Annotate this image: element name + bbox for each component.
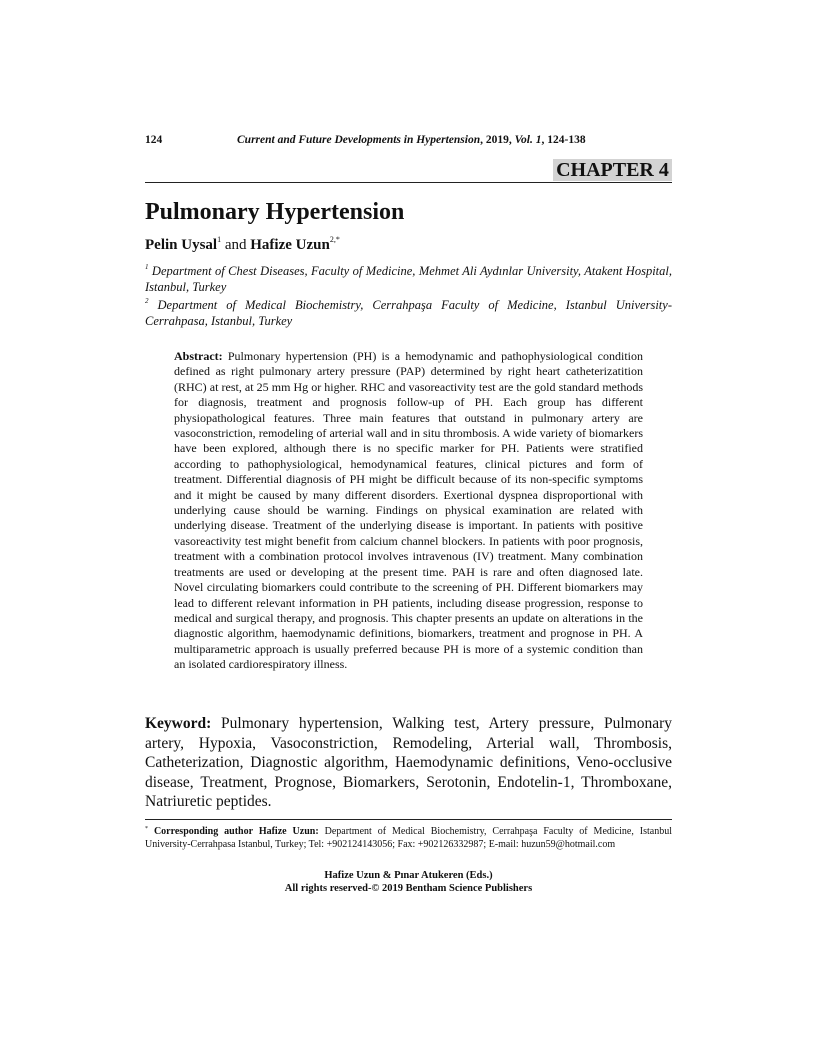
abstract bbox=[174, 349, 643, 673]
journal-pages: , 124-138 bbox=[541, 134, 586, 146]
footnote-text: Department of Medical Biochemistry, Cerrahpaşa Faculty of Medicine, Istanbul University-Cerrahpasa Istanbul, Turkey; Tel: +902124143056; Fax: +902126332987; E-mail: huzun59@hotmail.com bbox=[145, 826, 672, 850]
affiliation-1-text: Department of Chest Diseases, Faculty of Medicine, Mehmet Ali Aydınlar University, Atakent Hospital, Istanbul, Turkey bbox=[145, 264, 672, 294]
abstract-label: Abstract: bbox=[174, 349, 223, 363]
author-1-name: Pelin Uysal bbox=[145, 237, 218, 253]
copyright-line: All rights reserved-© 2019 Bentham Science Publishers bbox=[284, 883, 533, 894]
journal-year: , 2019, bbox=[480, 134, 515, 146]
corresponding-author-footnote bbox=[145, 823, 672, 852]
affiliation-2-mark: 2 bbox=[145, 297, 149, 305]
footnote-rule bbox=[145, 819, 672, 820]
affiliation-1 bbox=[145, 260, 672, 295]
keywords-label: Keyword: bbox=[145, 715, 212, 732]
editors-line: Hafize Uzun & Pınar Atukeren (Eds.) bbox=[324, 870, 493, 881]
journal-volume: Vol. 1 bbox=[514, 134, 542, 146]
header-rule bbox=[145, 182, 672, 183]
journal-title: Current and Future Developments in Hypertension bbox=[237, 134, 481, 146]
keywords-text: Pulmonary hypertension, Walking test, Artery pressure, Pulmonary artery, Hypoxia, Vasoconstriction, Remodeling, Arterial wall, Thrombosis, Catheterization, Diagnostic algorithm, Haemodynamic definitions, Veno-occlusive disease, Treatment, Prognose, Biomarkers, Serotonin, Endotelin-1, Thromboxane, Natriuretic peptides. bbox=[145, 715, 672, 810]
footnote-label: Corresponding author Hafize Uzun: bbox=[148, 826, 319, 837]
author-1-affiliation-mark: 1 bbox=[217, 235, 222, 244]
journal-citation bbox=[237, 134, 586, 146]
authors-conjunction: and bbox=[221, 237, 251, 253]
author-2-affiliation-mark: 2,* bbox=[329, 235, 340, 244]
chapter-label: CHAPTER 4 bbox=[553, 159, 672, 181]
affiliation-2 bbox=[145, 294, 672, 329]
keywords bbox=[145, 714, 672, 812]
authors bbox=[145, 235, 340, 254]
affiliation-1-mark: 1 bbox=[145, 263, 149, 271]
footnote-mark: * bbox=[145, 826, 148, 832]
affiliation-2-text: Department of Medical Biochemistry, Cerrahpaşa Faculty of Medicine, Istanbul University-Cerrahpasa, Istanbul, Turkey bbox=[145, 298, 672, 328]
abstract-text: Pulmonary hypertension (PH) is a hemodynamic and pathophysiological condition defined as right pulmonary artery pressure (PAP) determined by right heart catheterizatition (RHC) at rest, at 25 mm Hg or higher. RHC and vasoreactivity test are the gold standard methods for diagnosis, treatment and prognosis follow-up of PH. Each group has different physiopathological features. Three main features that outstand in pulmonary artery are vasoconstriction, remodeling of arterial wall and in situ thrombosis. A wide variety of biomarkers have been explored, although there is no specific marker for PH. Patients were stratified according to pathophysiological, hemodynamical features, clinical pictures and form of treatment. Differential diagnosis of PH might be difficult because of its non-specific symptoms and it might be caused by many different disorders. Exertional dyspnea disproportional with underlying cause should be warning. Findings on physical examination are related with underlying disease. Treatment of the underlying disease is important. In patients with positive vasoreactivity test might benefit from calcium channel blockers. In patients with poor prognosis, treatment with a combination protocol involves intravenous (IV) treatment. Many combination treatments are used or developing at the present time. PAH is rare and often diagnosed late. Novel circulating biomarkers could contribute to the screening of PH. Different biomarkers may lead to different relevant information in PH patients, including disease progression, response to medical and surgical therapy, and prognosis. This chapter presents an update on alterations in the diagnostic algorithm, haemodynamic definitions, biomarkers, treatment and prognose in PH. A multiparametric approach is usually preferred because PH is more of a systemic condition than an isolated cardiorespiratory illness. bbox=[174, 349, 643, 672]
chapter-title: Pulmonary Hypertension bbox=[145, 199, 405, 225]
author-2-name: Hafize Uzun bbox=[250, 237, 330, 253]
page-number: 124 bbox=[145, 134, 163, 146]
